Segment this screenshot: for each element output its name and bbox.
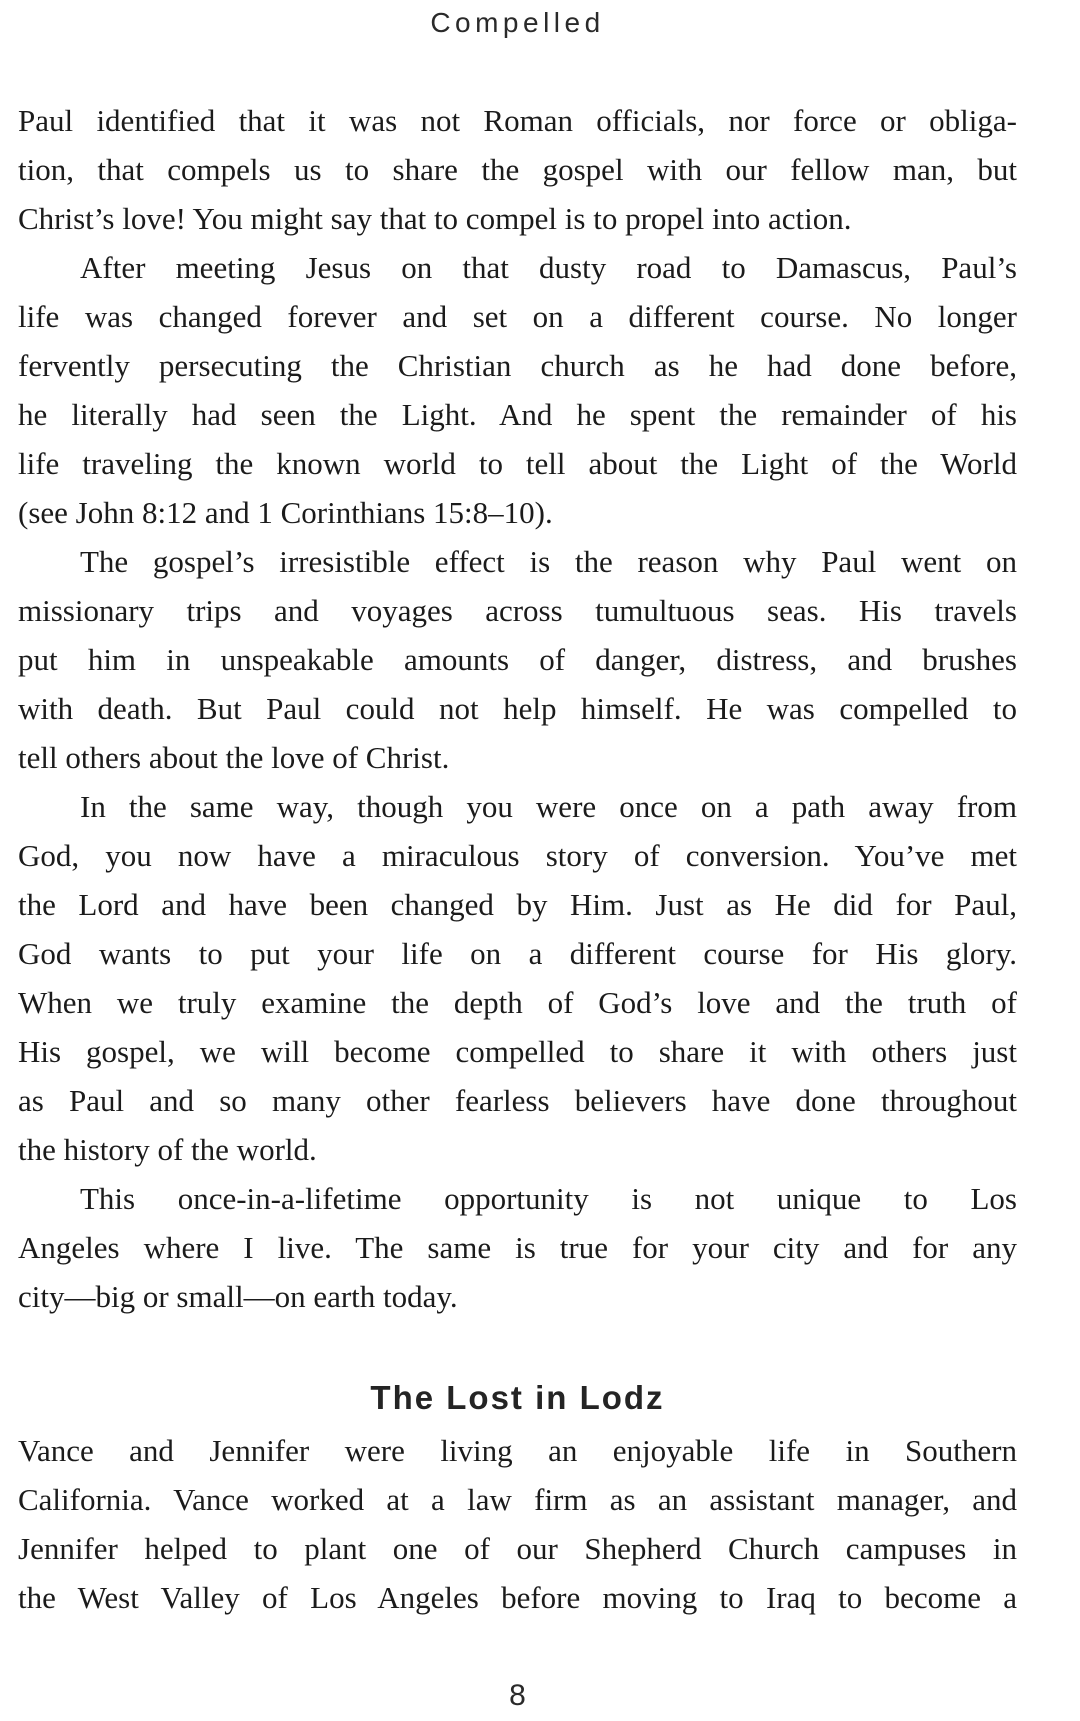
body-text (18, 96, 1017, 1622)
body-line: (see John 8:12 and 1 Corinthians 15:8–10). (18, 495, 553, 530)
page-number: 8 (509, 1679, 526, 1712)
body-line: Jennifer helped to plant one of our Shepherd Church campuses in (18, 1531, 1017, 1566)
running-head: Compelled (430, 7, 605, 38)
body-line: city—big or small—on earth today. (18, 1279, 458, 1314)
body-line: Vance and Jennifer were living an enjoyable life in Southern (18, 1433, 1017, 1468)
body-line: In the same way, though you were once on a path away from (80, 789, 1017, 824)
body-line: The gospel’s irresistible effect is the reason why Paul went on (80, 544, 1017, 579)
body-line: God wants to put your life on a different course for His glory. (18, 936, 1017, 971)
body-line: Christ’s love! You might say that to compel is to propel into action. (18, 201, 852, 236)
body-line: life was changed forever and set on a different course. No longer (18, 299, 1017, 334)
body-line: as Paul and so many other fearless believers have done throughout (18, 1083, 1017, 1118)
body-line: the history of the world. (18, 1132, 317, 1167)
body-line: the Lord and have been changed by Him. Just as He did for Paul, (18, 887, 1017, 922)
body-line: God, you now have a miraculous story of conversion. You’ve met (18, 838, 1017, 873)
body-line: he literally had seen the Light. And he spent the remainder of his (18, 397, 1017, 432)
body-line: put him in unspeakable amounts of danger, distress, and brushes (18, 642, 1017, 677)
body-line: the West Valley of Los Angeles before moving to Iraq to become a (18, 1580, 1017, 1615)
body-line: life traveling the known world to tell about the Light of the World (18, 446, 1017, 481)
body-line: After meeting Jesus on that dusty road to Damascus, Paul’s (80, 250, 1017, 285)
body-line: fervently persecuting the Christian church as he had done before, (18, 348, 1017, 383)
body-line: tion, that compels us to share the gospel with our fellow man, but (18, 152, 1017, 187)
body-line: missionary trips and voyages across tumultuous seas. His travels (18, 593, 1017, 628)
body-line: This once-in-a-lifetime opportunity is not unique to Los (80, 1181, 1017, 1216)
body-line: Paul identified that it was not Roman officials, nor force or obliga- (18, 103, 1017, 138)
body-line: California. Vance worked at a law firm as an assistant manager, and (18, 1482, 1017, 1517)
body-line: His gospel, we will become compelled to share it with others just (18, 1034, 1017, 1069)
section-heading: The Lost in Lodz (370, 1379, 665, 1416)
section-gap (18, 1321, 1017, 1370)
body-line: Angeles where I live. The same is true for your city and for any (18, 1230, 1017, 1265)
body-line: When we truly examine the depth of God’s love and the truth of (18, 985, 1017, 1020)
body-line: tell others about the love of Christ. (18, 740, 450, 775)
body-line: with death. But Paul could not help himself. He was compelled to (18, 691, 1017, 726)
